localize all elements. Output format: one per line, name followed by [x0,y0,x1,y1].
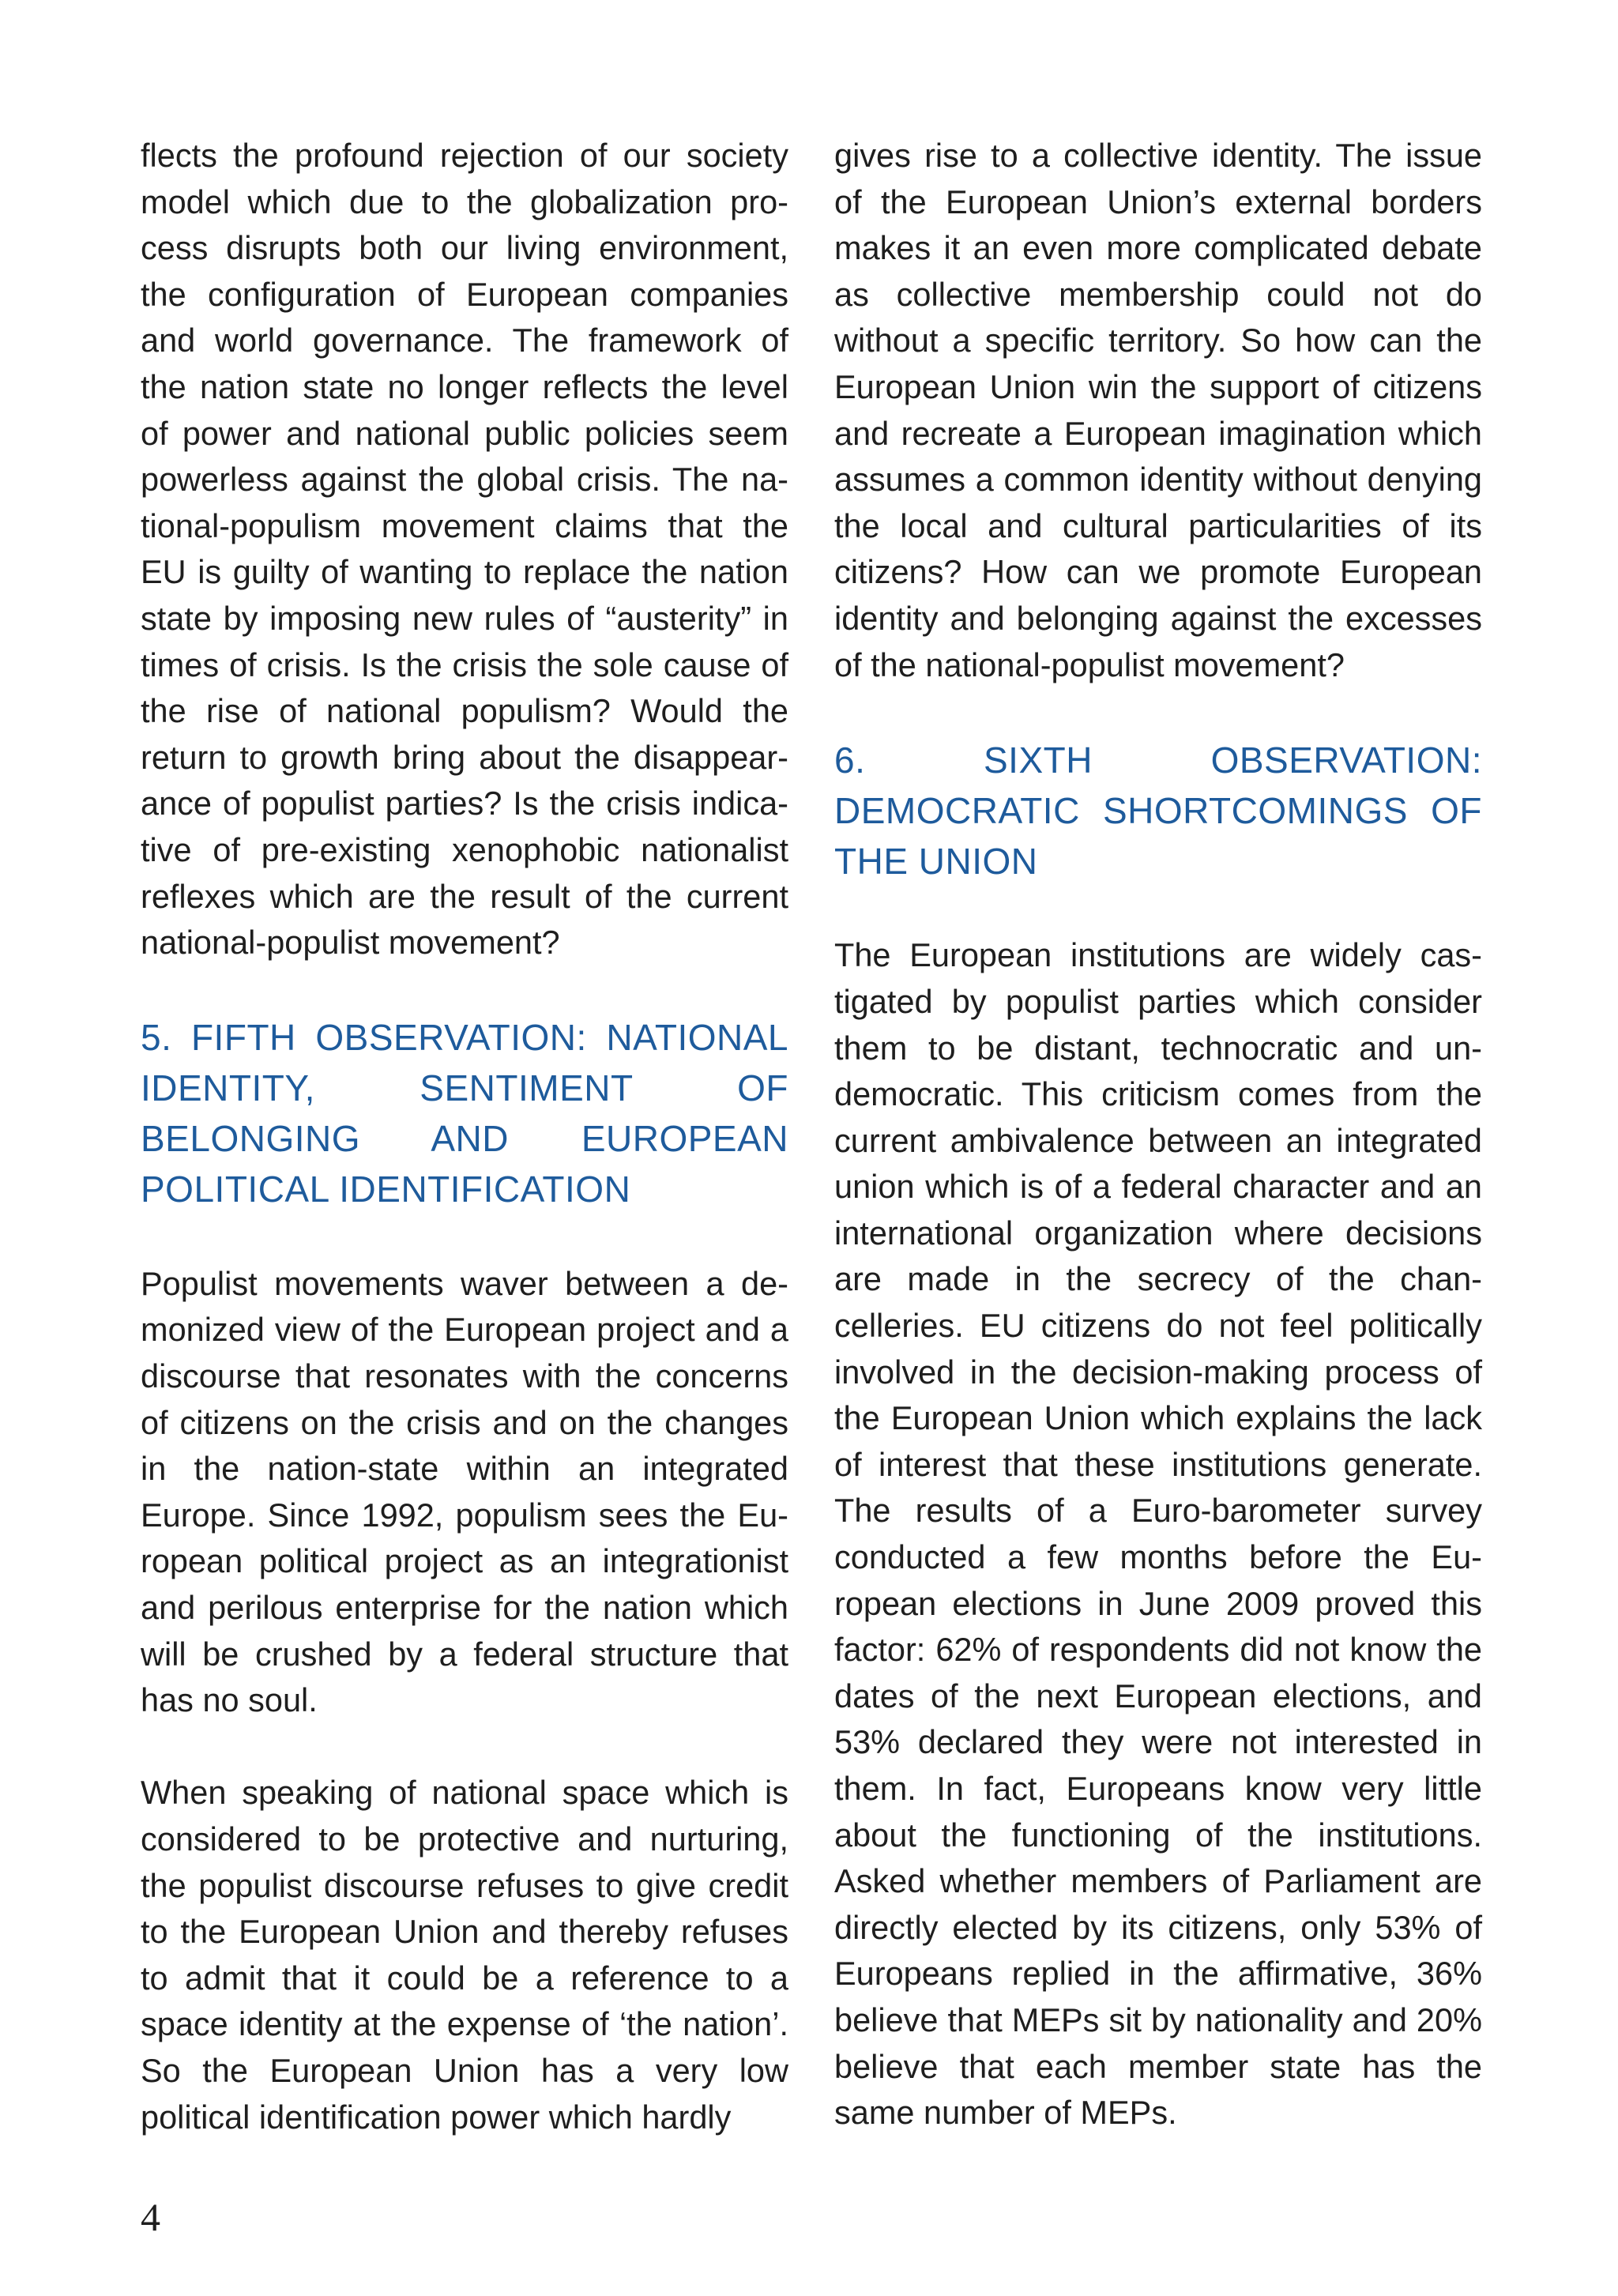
right-paragraph-1: gives rise to a collective identity. The issue of the European Union’s external borders makes it an even more complicated debate as collective membership could not do without a specific territory. So how can the European Union win the support of citizens and recreate a European imagination which assumes a common identity without denying the local and cultural particularities of its citizens? How can we promote European identity and belonging against the excesses of the national-populist movement? [834,137,1482,683]
spacer [834,688,1482,735]
left-paragraph-2: Populist movements waver between a demonized view of the European project and a discourse that resonates with the concerns of citizens on the crisis and on the changes in the nation-state within an integrated Europe. Since 1992, populism sees the European political project as an integrationist and perilous enterprise for the nation which will be crushed by a federal structure that has no soul. [141,1264,788,1719]
page-number: 4 [141,2195,160,2239]
right-paragraph-2: The European institutions are widely castigated by populist parties which consider them to be distant, technocratic and undemocratic. This criticism comes from the current ambivalence between an integrated union which is of a federal character and an international organization where decisions are made in the secrecy of the chancelleries. EU citizens do not feel politically involved in the decision-making process of the European Union which explains the lack of interest that these institutions generate. The results of a Euro-barometer survey conducted a few months before the European elections in June 2009 proved this factor: 62% of respondents did not know the dates of the next European elections, and 53% declared they were not interested in them. In fact, Europeans know very little about the functioning of the institutions. Asked whether members of Parliament are directly elected by its citizens, only 53% of Europeans replied in the affirmative, 36% believe that MEPs sit by nationality and 20% believe that each member state has the same number of MEPs. [834,936,1482,2132]
section-5-heading: 5. FIFTH OBSERVATION: NATIONAL IDENTITY, SENTIMENT OF BELONGING AND EUROPEAN POLITICAL IDENTIFICATION [141,1017,788,1210]
spacer [834,886,1482,933]
spacer [141,1724,788,1771]
left-paragraph-1: flects the profound rejection of our society model which due to the globalization process disrupts both our living environment, the configuration of European companies and world governance. The framework of the nation state no longer reflects the level of power and national public policies seem powerless against the global crisis. The national-populism movement claims that the EU is guilty of wanting to replace the nation state by imposing new rules of “austerity” in times of crisis. Is the crisis the sole cause of the rise of national populism? Would the return to growth bring about the disappearance of populist parties? Is the crisis indicative of pre-existing xenophobic nationalist reflexes which are the result of the current national-populist movement? [141,137,788,962]
section-6-heading: 6. SIXTH OBSERVATION: DEMOCRATIC SHORTCOMINGS OF THE UNION [834,739,1482,882]
left-column [141,133,788,2140]
spacer [141,1214,788,1261]
spacer [141,966,788,1013]
right-column [834,133,1482,2136]
left-paragraph-3: When speaking of national space which is considered to be protective and nurturing, the populist discourse refuses to give credit to the European Union and thereby refuses to admit that it could be a reference to a space identity at the expense of ‘the nation’. So the European Union has a very low political identification power which hardly [141,1774,788,2136]
